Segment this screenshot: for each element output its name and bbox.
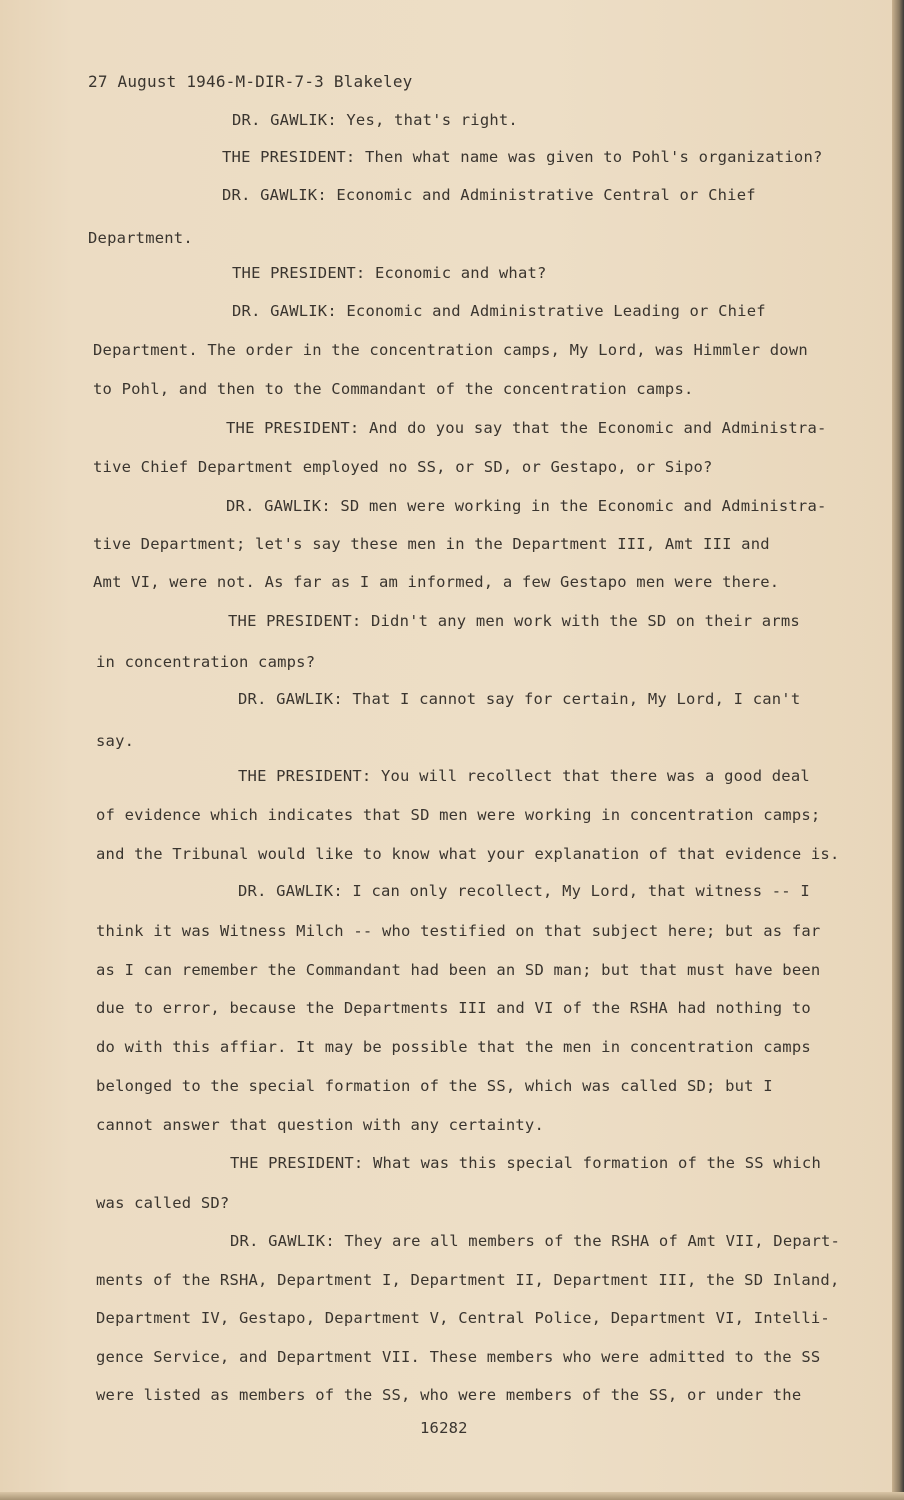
text-line: tive Chief Department employed no SS, or SD, or Gestapo, or Sipo? xyxy=(93,458,713,476)
text-line: due to error, because the Departments III and VI of the RSHA had nothing to xyxy=(96,999,811,1017)
text-line: say. xyxy=(96,732,135,750)
text-line: THE PRESIDENT: And do you say that the Economic and Administra- xyxy=(226,419,827,437)
text-line: Amt VI, were not. As far as I am informed, a few Gestapo men were there. xyxy=(93,573,780,591)
text-line: DR. GAWLIK: SD men were working in the Economic and Administra- xyxy=(226,497,827,515)
text-line: Department. xyxy=(88,229,193,247)
page-bottom-edge xyxy=(0,1492,904,1500)
page-edge-shadow xyxy=(892,0,904,1500)
text-line: belonged to the special formation of the SS, which was called SD; but I xyxy=(96,1077,773,1095)
text-line: ments of the RSHA, Department I, Department II, Department III, the SD Inland, xyxy=(96,1271,840,1289)
text-line: was called SD? xyxy=(96,1194,230,1212)
text-line: DR. GAWLIK: Economic and Administrative Central or Chief xyxy=(222,186,756,204)
text-line: as I can remember the Commandant had been an SD man; but that must have been xyxy=(96,961,821,979)
text-line: THE PRESIDENT: What was this special formation of the SS which xyxy=(230,1154,821,1172)
text-line: DR. GAWLIK: Economic and Administrative Leading or Chief xyxy=(232,302,766,320)
text-line: THE PRESIDENT: Economic and what? xyxy=(232,264,547,282)
text-line: tive Department; let's say these men in the Department III, Amt III and xyxy=(93,535,770,553)
text-line: were listed as members of the SS, who were members of the SS, or under the xyxy=(96,1386,802,1404)
text-line: to Pohl, and then to the Commandant of the concentration camps. xyxy=(93,380,694,398)
text-line: do with this affiar. It may be possible that the men in concentration camps xyxy=(96,1038,811,1056)
text-line: DR. GAWLIK: They are all members of the RSHA of Amt VII, Depart- xyxy=(230,1232,841,1250)
text-line: THE PRESIDENT: Didn't any men work with the SD on their arms xyxy=(228,612,800,630)
text-line: of evidence which indicates that SD men were working in concentration camps; xyxy=(96,806,821,824)
text-line: cannot answer that question with any certainty. xyxy=(96,1116,544,1134)
page-number: 16282 xyxy=(420,1419,468,1437)
text-line: gence Service, and Department VII. These members who were admitted to the SS xyxy=(96,1348,821,1366)
text-line: THE PRESIDENT: Then what name was given to Pohl's organization? xyxy=(222,148,823,166)
text-line: Department IV, Gestapo, Department V, Central Police, Department VI, Intelli- xyxy=(96,1309,830,1327)
text-line: in concentration camps? xyxy=(96,653,316,671)
text-line: think it was Witness Milch -- who testified on that subject here; but as far xyxy=(96,922,821,940)
text-line: Department. The order in the concentration camps, My Lord, was Himmler down xyxy=(93,341,808,359)
text-line: DR. GAWLIK: Yes, that's right. xyxy=(232,111,518,129)
text-line: and the Tribunal would like to know what your explanation of that evidence is. xyxy=(96,845,840,863)
text-line: THE PRESIDENT: You will recollect that there was a good deal xyxy=(238,767,810,785)
text-line: DR. GAWLIK: That I cannot say for certain, My Lord, I can't xyxy=(238,690,801,708)
text-line: DR. GAWLIK: I can only recollect, My Lord, that witness -- I xyxy=(238,882,810,900)
page-header: 27 August 1946-M-DIR-7-3 Blakeley xyxy=(88,72,413,91)
